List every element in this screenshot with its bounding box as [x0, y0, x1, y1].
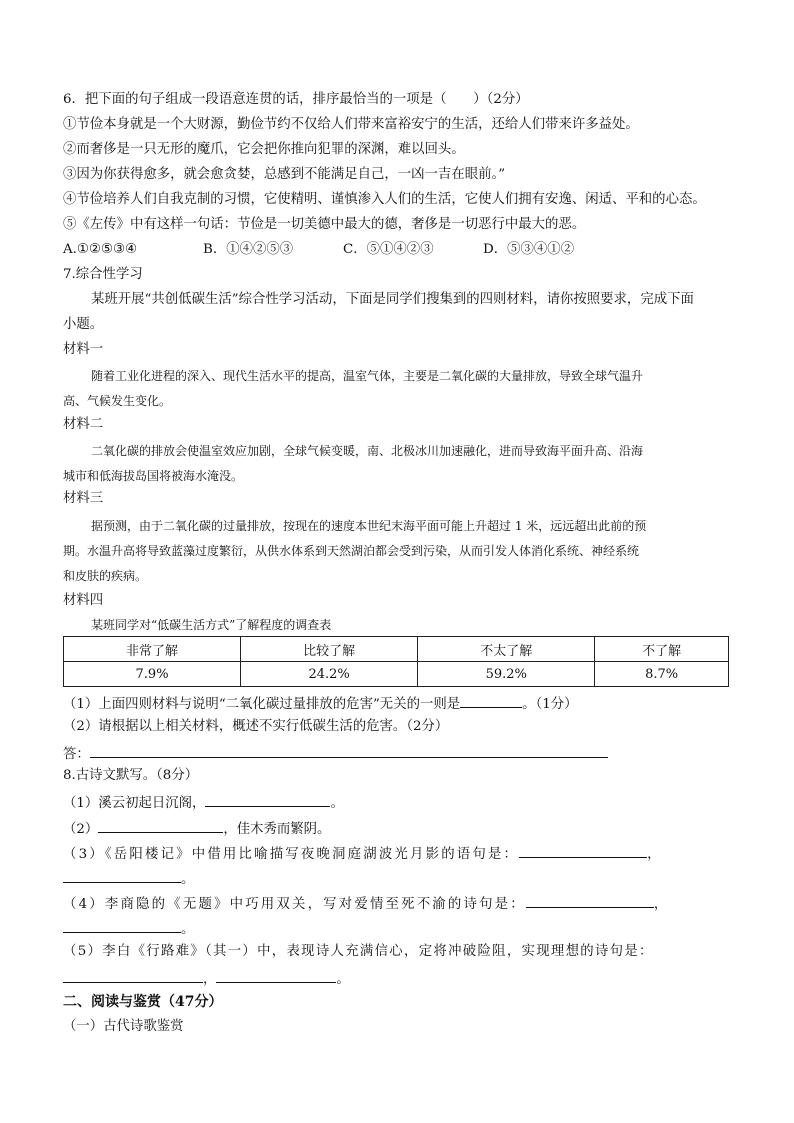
material-1-heading: 材料一 [63, 342, 104, 357]
answer-blank[interactable] [216, 968, 336, 983]
q8-sub-4-cont [63, 918, 194, 939]
answer-blank[interactable] [526, 893, 654, 908]
table-cell: 24.2% [241, 662, 418, 687]
material-2-heading: 材料二 [63, 417, 104, 432]
q6-option-d: D．⑤③④①② [483, 242, 575, 257]
answer-blank[interactable] [98, 818, 223, 833]
q8-sub-2 [63, 818, 330, 839]
material-3-line-3: 和皮肤的疾病。 [63, 569, 148, 583]
q8-title: 8.古诗文默写。（8分） [63, 768, 199, 783]
q6-option-b: B．①④②⑤③ [203, 242, 294, 257]
answer-blank[interactable] [205, 792, 330, 807]
answer-blank[interactable] [460, 693, 522, 708]
q8-sub-1 [63, 792, 344, 813]
q6-item-1: ①节俭本身就是一个大财源，勤俭节约不仅给人们带来富裕安宁的生活，还给人们带来许多益处。 [63, 117, 639, 132]
table-cell: 7.9% [64, 662, 241, 687]
section-2-title: 二、阅读与鉴赏（47分） [63, 994, 223, 1010]
table-cell: 59.2% [418, 662, 595, 687]
section-2-subtitle: （一）古代诗歌鉴赏 [63, 1019, 184, 1034]
q7-title: 7.综合性学习 [63, 267, 143, 282]
q6-item-3: ③因为你获得愈多，就会愈贪婪，总感到不能满足自己，一凶一吉在眼前。” [63, 167, 506, 182]
q7-sub-2: （2）请根据以上相关材料，概述不实行低碳生活的危害。（2分） [63, 719, 449, 734]
q8-sub-2-end: ，佳木秀而繁阴。 [223, 822, 331, 837]
q7-intro-line-2: 小题。 [63, 317, 104, 332]
q7-sub-1-text: （1）上面四则材料与说明“二氧化碳过量排放的危害”无关的一则是 [63, 697, 461, 712]
material-2-line-2: 城市和低海拔岛国将被海水淹没。 [63, 469, 244, 483]
material-2-line-1: 二氧化碳的排放会使温室效应加剧，全球气候变暖，南、北极冰川加速融化，进而导致海平面升高、沿海 [91, 444, 644, 458]
q8-sub-3-cont [63, 868, 194, 889]
answer-label: 答： [63, 747, 90, 762]
q6-item-5: ⑤《左传》中有这样一句话：节俭是一切美德中最大的德，奢侈是一切恶行中最大的恶。 [63, 217, 586, 232]
table-header-cell: 比较了解 [241, 637, 418, 662]
q8-sub-5-end: 。 [336, 972, 350, 987]
q7-sub-1-score: 。（1分） [522, 697, 578, 712]
table-header-cell: 不了解 [595, 637, 729, 662]
answer-blank[interactable] [63, 868, 181, 883]
q8-sub-3 [63, 843, 663, 864]
answer-blank[interactable] [519, 843, 647, 858]
q7-intro-line-1: 某班开展“共创低碳生活”综合性学习活动，下面是同学们搜集到的四则材料，请你按照要求，完成下面 [91, 292, 694, 307]
table-header-row [64, 637, 729, 662]
answer-blank[interactable] [63, 918, 181, 933]
q8-sub-3-comma: ， [647, 847, 663, 862]
q8-sub-4-end: 。 [181, 922, 195, 937]
material-3-heading: 材料三 [63, 491, 104, 506]
q8-sub-5-cont [63, 968, 350, 989]
q8-sub-3-text: （3）《岳阳楼记》中借用比喻描写夜晚洞庭湖波光月影的语句是： [63, 847, 520, 862]
answer-blank[interactable] [90, 743, 608, 758]
answer-line [63, 743, 608, 764]
answer-blank[interactable] [63, 968, 203, 983]
material-1-line-1: 随着工业化进程的深入、现代生活水平的提高，温室气体，主要是二氧化碳的大量排放，导致全球气温升 [91, 369, 644, 383]
table-row [64, 662, 729, 687]
q7-sub-1 [63, 693, 578, 714]
q6-item-4: ④节俭培养人们自我克制的习惯，它使精明、谨慎渗入人们的生活，它使人们拥有安逸、闲适、平和的心态。 [63, 192, 706, 207]
q8-sub-2-text: （2） [63, 822, 99, 837]
q8-sub-4-comma: ， [653, 897, 670, 912]
q6-option-c: C．⑤①④②③ [343, 242, 434, 257]
table-cell: 8.7% [595, 662, 729, 687]
material-3-line-2: 期。水温升高将导致蓝藻过度繁衍，从供水体系到天然湖泊都会受到污染，从而引发人体消化系统、神经系统 [63, 544, 640, 558]
q8-sub-4 [63, 893, 669, 914]
q6-item-2: ②而奢侈是一只无形的魔爪，它会把你推向犯罪的深渊，难以回头。 [63, 142, 465, 157]
q6-option-a: A.①②⑤③④ [63, 242, 137, 257]
q8-sub-4-text: （4）李商隐的《无题》中巧用双关，写对爱情至死不渝的诗句是： [63, 897, 526, 912]
q8-sub-5-comma: ， [203, 972, 217, 987]
q6-title: 6．把下面的句子组成一段语意连贯的话，排序最恰当的一项是（ ）（2分） [63, 92, 529, 107]
q8-sub-1-text: （1）溪云初起日沉阁， [63, 796, 206, 811]
table-header-cell: 不太了解 [418, 637, 595, 662]
survey-caption: 某班同学对“低碳生活方式”了解程度的调查表 [91, 618, 332, 632]
survey-table [63, 636, 729, 687]
material-1-line-2: 高、气候发生变化。 [63, 394, 172, 408]
q8-sub-5: （5）李白《行路难》（其一）中，表现诗人充满信心，定将冲破险阻，实现理想的诗句是： [63, 944, 654, 959]
table-header-cell: 非常了解 [64, 637, 241, 662]
material-3-line-1: 据预测，由于二氧化碳的过量排放，按现在的速度本世纪末海平面可能上升超过 1 米，远远超出此前的预 [91, 519, 647, 533]
q8-sub-1-end: 。 [330, 796, 344, 811]
material-4-heading: 材料四 [63, 593, 104, 608]
q8-sub-3-end: 。 [181, 872, 195, 887]
